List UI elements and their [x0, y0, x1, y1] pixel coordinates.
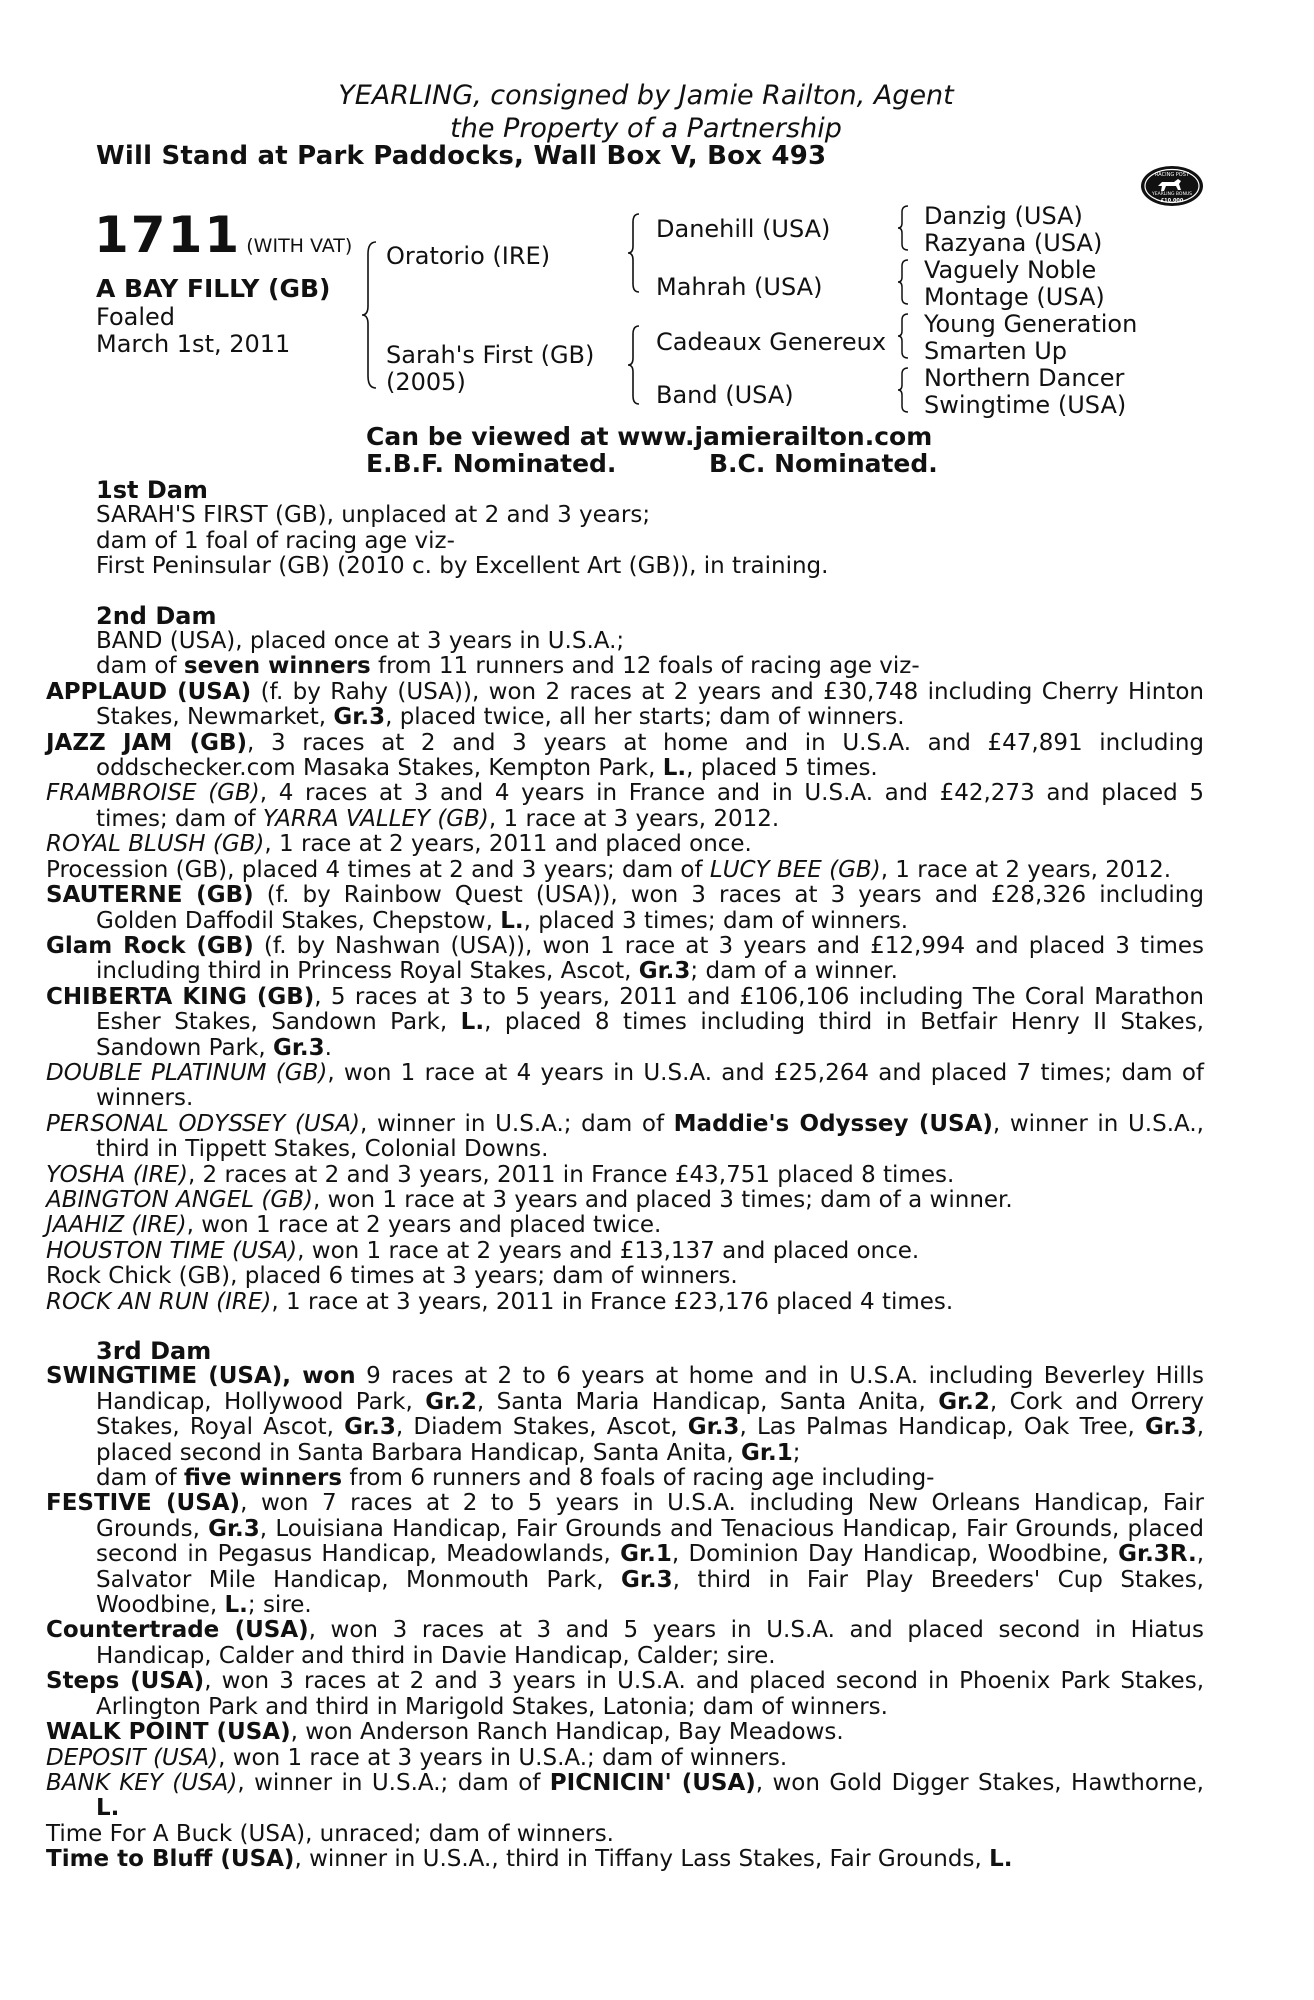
entry-frambroise: FRAMBROISE (GB), 4 races at 3 and 4 years in France and in U.S.A. and £42,273 and placed 5 times; dam of YARRA VALLEY (GB), 1 race at 3 years, 2012.	[46, 780, 1204, 832]
lot-description: A BAY FILLY (GB)	[96, 274, 331, 303]
first-dam-line-1: SARAH'S FIRST (GB), unplaced at 2 and 3 years;	[96, 502, 651, 529]
entry-countertrade: Countertrade (USA), won 3 races at 3 and 5 years in U.S.A. and placed second in Hiatus Handicap, Calder and third in Davie Handicap, Calder; sire.	[46, 1617, 1204, 1669]
pedigree-sire-sire: Danehill (USA)	[656, 215, 831, 243]
second-dam-summary: dam of seven winners from 11 runners and 12 foals of racing age viz-	[96, 653, 920, 680]
first-dam-line-2: dam of 1 foal of racing age viz-	[96, 527, 455, 554]
third-dam-heading: 3rd Dam	[96, 1337, 212, 1365]
third-dam-swingtime: SWINGTIME (USA), won 9 races at 2 to 6 years at home and in U.S.A. including Beverley Hills Handicap, Hollywood Park, Gr.2, Santa Maria Handicap, Santa Anita, Gr.2, Cork and Orrery Stakes, Royal Ascot, Gr.3, Diadem Stakes, Ascot, Gr.3, Las Palmas Handicap, Oak Tree, Gr.3, placed second in Santa Barbara Handicap, Santa Anita, Gr.1;	[46, 1363, 1205, 1466]
lot-number: 1711	[94, 206, 242, 264]
entry-abington-angel: ABINGTON ANGEL (GB), won 1 race at 3 years and placed 3 times; dam of a winner.	[46, 1186, 1013, 1213]
entry-jaahiz: JAAHIZ (IRE), won 1 race at 2 years and placed twice.	[46, 1212, 662, 1239]
pedigree-gen3-4: Montage (USA)	[924, 283, 1105, 311]
entry-jazz-jam: JAZZ JAM (GB), 3 races at 2 and 3 years at home and in U.S.A. and £47,891 including oddschecker.com Masaka Stakes, Kempton Park, L., placed 5 times.	[46, 729, 1205, 782]
pedigree-gen3-5: Young Generation	[924, 310, 1138, 338]
second-dam-heading: 2nd Dam	[96, 601, 217, 630]
foaled-date: March 1st, 2011	[96, 330, 291, 358]
entry-time-for-a-buck: Time For A Buck (USA), unraced; dam of winners.	[46, 1820, 614, 1847]
header-consignor: YEARLING, consigned by Jamie Railton, Agent	[338, 80, 954, 111]
entry-personal-odyssey: PERSONAL ODYSSEY (USA), winner in U.S.A.; dam of Maddie's Odyssey (USA), winner in U.S.A., third in Tippett Stakes, Colonial Downs.	[46, 1110, 1204, 1163]
second-dam-intro: BAND (USA), placed once at 3 years in U.S.A.;	[96, 628, 625, 655]
third-dam-summary: dam of five winners from 6 runners and 8 foals of racing age including-	[96, 1465, 935, 1492]
header-property: the Property of a Partnership	[450, 113, 842, 144]
entry-time-to-bluff: Time to Bluff (USA), winner in U.S.A., third in Tiffany Lass Stakes, Fair Grounds, L.	[46, 1846, 1013, 1873]
viewing-link[interactable]: Can be viewed at www.jamierailton.com	[366, 422, 933, 451]
lot-number-line	[94, 206, 352, 264]
entry-houston-time: HOUSTON TIME (USA), won 1 race at 2 years and £13,137 and placed once.	[46, 1237, 920, 1264]
yearling-bonus-badge	[1140, 164, 1204, 208]
entry-glam-rock: Glam Rock (GB) (f. by Nashwan (USA)), won 1 race at 3 years and £12,994 and placed 3 times including third in Princess Royal Stakes, Ascot, Gr.3; dam of a winner.	[46, 932, 1204, 985]
entry-procession: Procession (GB), placed 4 times at 2 and 3 years; dam of LUCY BEE (GB), 1 race at 2 years, 2012.	[46, 856, 1172, 883]
pedigree-brace-3a	[896, 204, 910, 252]
pedigree-brace-1	[360, 240, 380, 390]
badge-text-mid: YEARLING BONUS	[1152, 192, 1192, 197]
pedigree-gen3-6: Smarten Up	[924, 337, 1068, 365]
foaled-label: Foaled	[96, 303, 176, 331]
stand-location: Will Stand at Park Paddocks, Wall Box V, Box 493	[96, 141, 827, 171]
entry-yosha: YOSHA (IRE), 2 races at 2 and 3 years, 2011 in France £43,751 placed 8 times.	[46, 1161, 955, 1188]
pedigree-dam-year: (2005)	[386, 368, 466, 396]
entry-royal-blush: ROYAL BLUSH (GB), 1 race at 2 years, 2011 and placed once.	[46, 831, 752, 858]
badge-text-amount: £10,000	[1160, 198, 1184, 204]
badge-text-top: RACING POST	[1155, 172, 1189, 178]
entry-deposit: DEPOSIT (USA), won 1 race at 3 years in U.S.A.; dam of winners.	[46, 1744, 788, 1771]
vat-note: (WITH VAT)	[246, 235, 353, 257]
pedigree-sire-dam: Mahrah (USA)	[656, 273, 823, 301]
pedigree-notes	[46, 476, 1205, 1873]
first-dam-heading: 1st Dam	[96, 476, 208, 504]
pedigree-sire: Oratorio (IRE)	[386, 242, 551, 270]
entry-applaud: APPLAUD (USA) (f. by Rahy (USA)), won 2 races at 2 years and £30,748 including Cherry Hinton Stakes, Newmarket, Gr.3, placed twice, all her starts; dam of winners.	[46, 678, 1204, 731]
first-dam-line-3: First Peninsular (GB) (2010 c. by Excellent Art (GB)), in training.	[96, 553, 829, 580]
entry-double-platinum: DOUBLE PLATINUM (GB), won 1 race at 4 years in U.S.A. and £25,264 and placed 7 times; dam of winners.	[46, 1059, 1204, 1112]
ebf-nominated: E.B.F. Nominated.	[366, 449, 617, 478]
bc-nominated: B.C. Nominated.	[709, 449, 938, 478]
pedigree-gen3-8: Swingtime (USA)	[924, 391, 1127, 419]
entry-rock-an-run: ROCK AN RUN (IRE), 1 race at 3 years, 2011 in France £23,176 placed 4 times.	[46, 1288, 954, 1315]
entry-sauterne: SAUTERNE (GB) (f. by Rainbow Quest (USA)), won 3 races at 3 years and £28,326 including Golden Daffodil Stakes, Chepstow, L., placed 3 times; dam of winners.	[46, 882, 1204, 934]
entry-steps: Steps (USA), won 3 races at 2 and 3 years in U.S.A. and placed second in Phoenix Park Stakes, Arlington Park and third in Marigold Stakes, Latonia; dam of winners.	[46, 1668, 1204, 1720]
pedigree-brace-3b	[896, 258, 910, 306]
pedigree-gen3-2: Razyana (USA)	[924, 229, 1103, 257]
pedigree-gen3-1: Danzig (USA)	[924, 202, 1083, 230]
pedigree-dam-dam: Band (USA)	[656, 381, 794, 409]
entry-walk-point: WALK POINT (USA), won Anderson Ranch Handicap, Bay Meadows.	[46, 1719, 844, 1746]
entry-bank-key: BANK KEY (USA), winner in U.S.A.; dam of PICNICIN' (USA), won Gold Digger Stakes, Hawthorne, L.	[46, 1769, 1204, 1822]
pedigree-gen3-3: Vaguely Noble	[924, 256, 1097, 284]
pedigree-brace-2b	[626, 324, 642, 406]
pedigree-brace-2a	[626, 212, 642, 294]
pedigree-gen3-7: Northern Dancer	[924, 364, 1125, 392]
entry-chiberta-king: CHIBERTA KING (GB), 5 races at 3 to 5 years, 2011 and £106,106 including The Coral Marathon Esher Stakes, Sandown Park, L., placed 8 times including third in Betfair Henry II Stakes, Sandown Park, Gr.3.	[46, 983, 1204, 1061]
pedigree-dam-sire: Cadeaux Genereux	[656, 328, 887, 356]
entry-festive: FESTIVE (USA), won 7 races at 2 to 5 years in U.S.A. including New Orleans Handicap, Fair Grounds, Gr.3, Louisiana Handicap, Fair Grounds and Tenacious Handicap, Fair Grounds, placed second in Pegasus Handicap, Meadowlands, Gr.1, Dominion Day Handicap, Woodbine, Gr.3R., Salvator Mile Handicap, Monmouth Park, Gr.3, third in Fair Play Breeders' Cup Stakes, Woodbine, L.; sire.	[46, 1490, 1204, 1619]
pedigree-dam: Sarah's First (GB)	[386, 341, 595, 369]
pedigree-brace-3c	[896, 312, 910, 360]
entry-rock-chick: Rock Chick (GB), placed 6 times at 3 years; dam of winners.	[46, 1263, 738, 1290]
pedigree-brace-3d	[896, 366, 910, 414]
